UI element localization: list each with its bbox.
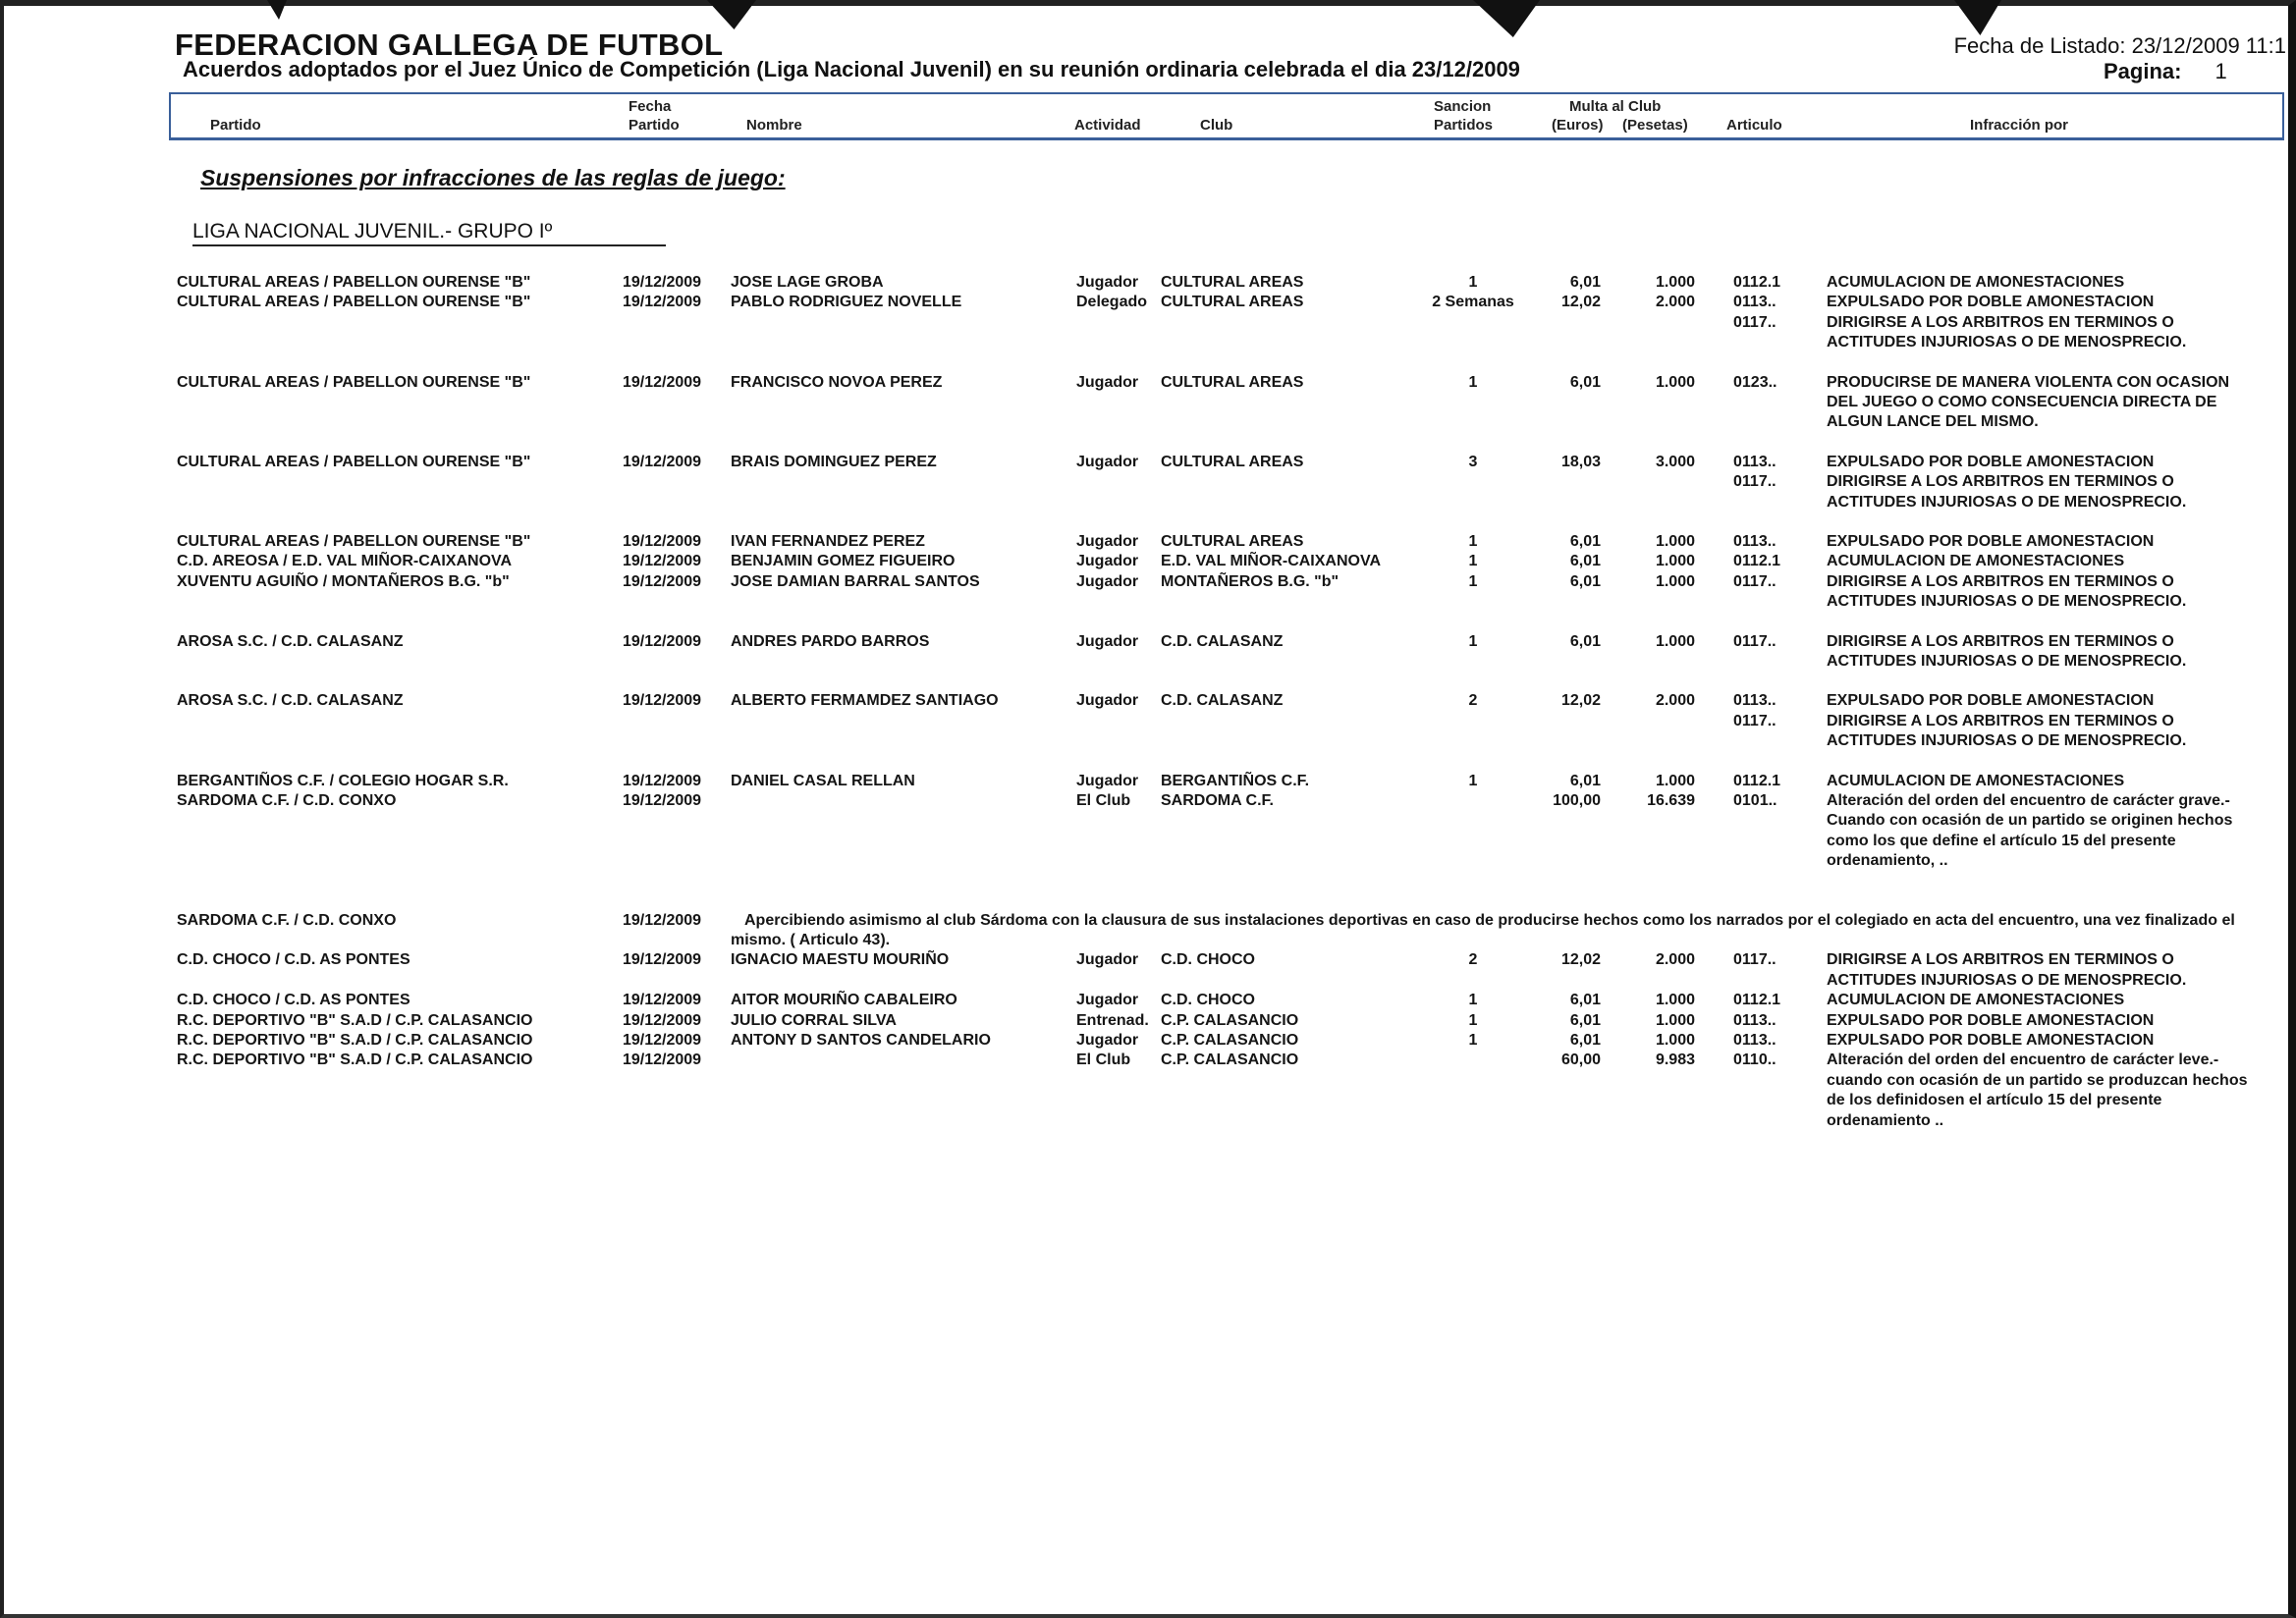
col-nombre: Nombre [746,117,802,134]
scan-tear-mark [267,0,287,20]
cell-actividad: Jugador [1076,992,1139,1009]
cell-infraccion: ACTITUDES INJURIOSAS O DE MENOSPRECIO. [1827,334,2187,351]
cell-club: C.P. CALASANCIO [1161,1052,1299,1069]
cell-sancion: 2 [1468,692,1478,710]
scan-tear-mark [1473,0,1540,37]
cell-fecha: 19/12/2009 [623,692,702,710]
cell-fecha: 19/12/2009 [623,992,702,1009]
cell-partido: AROSA S.C. / C.D. CALASANZ [177,632,404,650]
scan-tear-mark [707,0,756,29]
col-fecha-top: Fecha [629,98,672,115]
cell-euros: 60,00 [1560,1052,1601,1069]
cell-sancion: 1 [1468,632,1478,650]
cell-infraccion: ACTITUDES INJURIOSAS O DE MENOSPRECIO. [1827,653,2187,670]
cell-articulo: 0117.. [1733,313,1777,331]
cell-actividad: Jugador [1076,453,1139,470]
cell-infraccion: DIRIGIRSE A LOS ARBITROS EN TERMINOS O [1827,632,2174,650]
cell-fecha: 19/12/2009 [623,572,702,590]
cell-infraccion: EXPULSADO POR DOBLE AMONESTACION [1827,692,2155,710]
cell-euros: 6,01 [1569,632,1601,650]
cell-infraccion: ACUMULACION DE AMONESTACIONES [1827,772,2125,789]
cell-pesetas: 1.000 [1655,992,1695,1009]
cell-sancion: 1 [1468,553,1478,570]
scan-tear-mark [1954,0,2001,35]
cell-sancion: 1 [1468,1011,1478,1029]
cell-actividad: El Club [1076,1052,1131,1069]
cell-infraccion: ACTITUDES INJURIOSAS O DE MENOSPRECIO. [1827,493,2187,511]
cell-euros: 6,01 [1569,274,1601,291]
col-multa: Multa al Club [1569,98,1662,115]
cell-partido: R.C. DEPORTIVO "B" S.A.D / C.P. CALASANCIO [177,1011,533,1029]
cell-nombre: IVAN FERNANDEZ PEREZ [731,533,925,550]
col-partido: Partido [210,117,261,134]
cell-articulo: 0113.. [1733,1032,1777,1049]
cell-infraccion: PRODUCIRSE DE MANERA VIOLENTA CON OCASION [1827,373,2230,391]
cell-infraccion: Alteración del orden del encuentro de carácter grave.- [1827,792,2230,809]
cell-partido: BERGANTIÑOS C.F. / COLEGIO HOGAR S.R. [177,772,509,789]
cell-club: CULTURAL AREAS [1161,453,1304,470]
cell-sancion: 1 [1468,1032,1478,1049]
cell-infraccion: Alteración del orden del encuentro de carácter leve.- [1827,1052,2219,1069]
cell-club: CULTURAL AREAS [1161,533,1304,550]
cell-sancion: 1 [1468,772,1478,789]
cell-infraccion: EXPULSADO POR DOBLE AMONESTACION [1827,533,2155,550]
cell-infraccion: Cuando con ocasión de un partido se originen hechos [1827,812,2233,830]
cell-articulo: 0117.. [1733,572,1777,590]
cell-articulo: 0117.. [1733,632,1777,650]
cell-nombre: ALBERTO FERMAMDEZ SANTIAGO [731,692,999,710]
cell-euros: 12,02 [1560,294,1601,311]
cell-partido: CULTURAL AREAS / PABELLON OURENSE "B" [177,274,531,291]
cell-infraccion: DIRIGIRSE A LOS ARBITROS EN TERMINOS O [1827,473,2174,491]
cell-partido: SARDOMA C.F. / C.D. CONXO [177,792,397,809]
cell-club: E.D. VAL MIÑOR-CAIXANOVA [1161,553,1382,570]
cell-articulo: 0113.. [1733,1011,1777,1029]
cell-sancion: 1 [1468,992,1478,1009]
cell-articulo: 0113.. [1733,692,1777,710]
cell-euros: 6,01 [1569,1032,1601,1049]
cell-partido: C.D. CHOCO / C.D. AS PONTES [177,992,410,1009]
col-infraccion: Infracción por [1970,117,2069,134]
cell-actividad: Jugador [1076,692,1139,710]
cell-fecha: 19/12/2009 [623,772,702,789]
cell-euros: 6,01 [1569,772,1601,789]
cell-articulo: 0113.. [1733,294,1777,311]
cell-nombre: FRANCISCO NOVOA PEREZ [731,373,943,391]
page-label: Pagina: [2104,59,2182,83]
cell-nombre: BENJAMIN GOMEZ FIGUEIRO [731,553,956,570]
cell-nombre: AITOR MOURIÑO CABALEIRO [731,992,957,1009]
cell-fecha: 19/12/2009 [623,274,702,291]
cell-articulo: 0112.1 [1733,553,1781,570]
cell-euros: 12,02 [1560,951,1601,969]
cell-actividad: El Club [1076,792,1131,809]
cell-club: C.P. CALASANCIO [1161,1032,1299,1049]
cell-infraccion: DEL JUEGO O COMO CONSECUENCIA DIRECTA DE [1827,394,2217,410]
cell-pesetas: 1.000 [1655,632,1695,650]
cell-infraccion: EXPULSADO POR DOBLE AMONESTACION [1827,294,2155,311]
cell-pesetas: 1.000 [1655,772,1695,789]
cell-articulo: 0117.. [1733,712,1777,729]
col-actividad: Actividad [1074,117,1141,134]
cell-fecha: 19/12/2009 [623,533,702,550]
cell-euros: 12,02 [1560,692,1601,710]
cell-club: C.D. CALASANZ [1161,632,1284,650]
cell-sancion: 1 [1468,572,1478,590]
cell-pesetas: 1.000 [1655,1011,1695,1029]
cell-euros: 6,01 [1569,1011,1601,1029]
cell-euros: 18,03 [1560,453,1601,470]
cell-pesetas: 1.000 [1655,533,1695,550]
cell-sancion: 2 Semanas [1432,294,1514,311]
cell-sancion: 1 [1468,373,1478,391]
cell-fecha: 19/12/2009 [623,911,702,929]
cell-club: BERGANTIÑOS C.F. [1161,772,1310,789]
col-euros: (Euros) [1552,117,1604,134]
cell-pesetas: 2.000 [1655,294,1695,311]
cell-club: C.P. CALASANCIO [1161,1011,1299,1029]
cell-fecha: 19/12/2009 [623,453,702,470]
cell-fecha: 19/12/2009 [623,373,702,391]
cell-fecha: 19/12/2009 [623,632,702,650]
group-title: LIGA NACIONAL JUVENIL.- GRUPO Iº [192,220,666,246]
cell-actividad: Jugador [1076,533,1139,550]
cell-actividad: Jugador [1076,772,1139,789]
cell-infraccion: ALGUN LANCE DEL MISMO. [1827,413,2039,431]
cell-pesetas: 1.000 [1655,553,1695,570]
cell-infraccion: ordenamiento, .. [1827,852,1948,870]
cell-articulo: 0113.. [1733,533,1777,550]
cell-nombre: JULIO CORRAL SILVA [731,1011,897,1029]
cell-actividad: Jugador [1076,274,1139,291]
cell-infraccion: ordenamiento .. [1827,1111,1944,1129]
cell-articulo: 0117.. [1733,473,1777,491]
cell-euros: 6,01 [1569,533,1601,550]
cell-articulo: 0117.. [1733,951,1777,969]
listing-date: Fecha de Listado: 23/12/2009 11:1 [1953,33,2286,58]
cell-partido: CULTURAL AREAS / PABELLON OURENSE "B" [177,533,531,550]
cell-euros: 6,01 [1569,373,1601,391]
cell-sancion: 1 [1468,533,1478,550]
cell-euros: 100,00 [1553,792,1601,809]
cell-infraccion: DIRIGIRSE A LOS ARBITROS EN TERMINOS O [1827,712,2174,729]
cell-fecha: 19/12/2009 [623,792,702,809]
cell-nombre: ANTONY D SANTOS CANDELARIO [731,1032,991,1049]
cell-articulo: 0101.. [1733,792,1777,809]
federation-title: FEDERACION GALLEGA DE FUTBOL [175,27,724,62]
cell-actividad: Jugador [1076,553,1139,570]
cell-fecha: 19/12/2009 [623,951,702,969]
cell-pesetas: 1.000 [1655,572,1695,590]
cell-euros: 6,01 [1569,572,1601,590]
cell-fecha: 19/12/2009 [623,1011,702,1029]
cell-infraccion: DIRIGIRSE A LOS ARBITROS EN TERMINOS O [1827,313,2174,331]
cell-nombre: PABLO RODRIGUEZ NOVELLE [731,294,962,311]
cell-infraccion: como los que define el artículo 15 del presente [1827,832,2176,849]
cell-partido: R.C. DEPORTIVO "B" S.A.D / C.P. CALASANCIO [177,1052,533,1069]
cell-articulo: 0112.1 [1733,274,1781,291]
cell-club: MONTAÑEROS B.G. "b" [1161,572,1339,590]
cell-pesetas: 1.000 [1655,373,1695,391]
section-title: Suspensiones por infracciones de las reglas de juego: [200,165,786,190]
cell-fecha: 19/12/2009 [623,1052,702,1069]
cell-euros: 6,01 [1569,553,1601,570]
cell-club: C.D. CHOCO [1161,992,1255,1009]
cell-club: CULTURAL AREAS [1161,373,1304,391]
cell-articulo: 0112.1 [1733,992,1781,1009]
cell-partido: CULTURAL AREAS / PABELLON OURENSE "B" [177,294,531,311]
cell-nombre: BRAIS DOMINGUEZ PEREZ [731,453,937,470]
cell-infraccion: ACTITUDES INJURIOSAS O DE MENOSPRECIO. [1827,593,2187,611]
cell-infraccion: ACUMULACION DE AMONESTACIONES [1827,553,2125,570]
cell-actividad: Jugador [1076,572,1139,590]
cell-sancion: 1 [1468,274,1478,291]
cell-club: SARDOMA C.F. [1161,792,1274,809]
cell-pesetas: 9.983 [1655,1052,1695,1069]
cell-club: C.D. CALASANZ [1161,692,1284,710]
col-sancion-top: Sancion [1434,98,1492,115]
col-pesetas: (Pesetas) [1622,117,1688,134]
cell-infraccion: EXPULSADO POR DOBLE AMONESTACION [1827,1032,2155,1049]
cell-infraccion: ACUMULACION DE AMONESTACIONES [1827,992,2125,1009]
cell-infraccion: ACTITUDES INJURIOSAS O DE MENOSPRECIO. [1827,732,2187,750]
cell-note: Apercibiendo asimismo al club Sárdoma con la clausura de sus instalaciones deportivas en caso de producirse hechos como los narrados por el colegiado en acta del encuentro, una vez finalizado el mismo. ( Articulo 43). [731,911,2235,948]
cell-infraccion: cuando con ocasión de un partido se produzcan hechos [1827,1071,2248,1089]
cell-partido: AROSA S.C. / C.D. CALASANZ [177,692,404,710]
cell-nombre: ANDRES PARDO BARROS [731,632,930,650]
cell-actividad: Jugador [1076,373,1139,391]
cell-partido: SARDOMA C.F. / C.D. CONXO [177,911,397,929]
cell-partido: R.C. DEPORTIVO "B" S.A.D / C.P. CALASANCIO [177,1032,533,1049]
cell-pesetas: 2.000 [1655,951,1695,969]
page-number: 1 [2214,59,2227,83]
cell-infraccion: ACTITUDES INJURIOSAS O DE MENOSPRECIO. [1827,971,2187,989]
cell-club: C.D. CHOCO [1161,951,1255,969]
cell-pesetas: 16.639 [1647,792,1695,809]
cell-partido: C.D. CHOCO / C.D. AS PONTES [177,951,410,969]
cell-pesetas: 3.000 [1655,453,1695,470]
cell-infraccion: EXPULSADO POR DOBLE AMONESTACION [1827,453,2155,470]
cell-articulo: 0123.. [1733,373,1777,391]
cell-fecha: 19/12/2009 [623,294,702,311]
cell-club: CULTURAL AREAS [1161,294,1304,311]
cell-partido: CULTURAL AREAS / PABELLON OURENSE "B" [177,453,531,470]
cell-actividad: Jugador [1076,951,1139,969]
cell-nombre: JOSE DAMIAN BARRAL SANTOS [731,572,980,590]
col-articulo: Articulo [1726,117,1782,134]
col-fecha-bottom: Partido [629,117,680,134]
cell-nombre: DANIEL CASAL RELLAN [731,772,915,789]
cell-infraccion: DIRIGIRSE A LOS ARBITROS EN TERMINOS O [1827,572,2174,590]
cell-actividad: Jugador [1076,632,1139,650]
cell-infraccion: ACUMULACION DE AMONESTACIONES [1827,274,2125,291]
cell-infraccion: de los definidosen el artículo 15 del presente [1827,1092,2162,1109]
cell-nombre: IGNACIO MAESTU MOURIÑO [731,951,950,969]
cell-club: CULTURAL AREAS [1161,274,1304,291]
cell-partido: CULTURAL AREAS / PABELLON OURENSE "B" [177,373,531,391]
col-sancion-bottom: Partidos [1434,117,1494,134]
cell-articulo: 0110.. [1733,1052,1777,1069]
column-header-bar [169,92,2284,140]
cell-articulo: 0113.. [1733,453,1777,470]
col-club: Club [1200,117,1233,134]
cell-pesetas: 1.000 [1655,274,1695,291]
cell-partido: XUVENTU AGUIÑO / MONTAÑEROS B.G. "b" [177,572,510,590]
cell-actividad: Delegado [1076,294,1148,311]
cell-actividad: Jugador [1076,1032,1139,1049]
cell-pesetas: 1.000 [1655,1032,1695,1049]
cell-partido: C.D. AREOSA / E.D. VAL MIÑOR-CAIXANOVA [177,553,513,570]
cell-actividad: Entrenad. [1076,1011,1149,1029]
cell-pesetas: 2.000 [1655,692,1695,710]
report-subtitle: Acuerdos adoptados por el Juez Único de Competición (Liga Nacional Juvenil) en su reunión ordinaria celebrada el dia 23/12/2009 [183,57,1520,81]
cell-infraccion: EXPULSADO POR DOBLE AMONESTACION [1827,1011,2155,1029]
page-indicator [2104,59,2227,84]
cell-sancion: 3 [1468,453,1478,470]
cell-euros: 6,01 [1569,992,1601,1009]
cell-infraccion: DIRIGIRSE A LOS ARBITROS EN TERMINOS O [1827,951,2174,969]
cell-fecha: 19/12/2009 [623,1032,702,1049]
cell-fecha: 19/12/2009 [623,553,702,570]
cell-articulo: 0112.1 [1733,772,1781,789]
cell-sancion: 2 [1468,951,1478,969]
cell-nombre: JOSE LAGE GROBA [731,274,884,291]
